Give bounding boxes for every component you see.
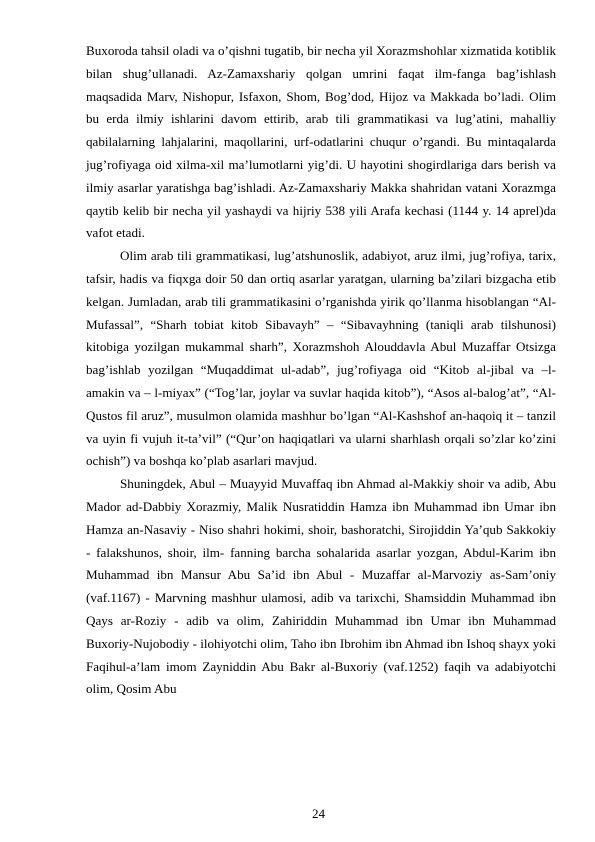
paragraph-2: Olim arab tili grammatikasi, lug’atshunoslik, adabiyot, aruz ilmi, jug’rofiya, tarix, tafsir, hadis va fiqxga doir 50 dan ortiq asarlar yaratgan, ularning ba’zilari bizgacha etib kelgan. Jumladan, arab tili grammatikasini o’rganishda yirik qo’llanma hisoblangan “Al-Mufassal”, “Sharh tobiat kitob Sibavayh” – “Sibavayhning (taniqli arab tilshunosi) kitobiga yozilgan mukammal sharh”, Xorazmshoh Alouddavla Abul Muzaffar Otsizga bag’ishlab yozilgan “Muqaddimat ul-adab”, jug’rofiyaga oid “Kitob al-jibal va –l- amakin va – l-miyax” (“Tog’lar, joylar va suvlar haqida kitob”), “Asos al-balog’at”, “Al- Qustos fil aruz”, musulmon olamida mashhur bo’lgan “Al-Kashshof an-haqoiq it – tanzil va uyin fi vujuh it-ta’vil” (“Qur’on haqiqatlari va ularni sharhlash orqali so’zlar ko’zini ochish”) va boshqa ko’plab asarlari mavjud. <box>86 248 556 469</box>
page-number: 24 <box>311 806 326 821</box>
paragraph-1: Buxoroda tahsil oladi va o’qishni tugatib, bir necha yil Xorazmshohlar xizmatida kotiblik bilan shug’ullanadi. Az-Zamaxshariy qolgan umrini faqat ilm-fanga bag’ishlash maqsadida Marv, Nishopur, Isfaxon, Shom, Bog’dod, Hijoz va Makkada bo’ladi. Olim bu erda ilmiy ishlarini davom ettirib, arab tili grammatikasi va lug’atini, mahalliy qabilalarning lahjalarini, maqollarini, urf-odatlarini chuqur o’rgandi. Bu mintaqalarda jug’rofiyaga oid xilma-xil ma’lumotlarni yig’di. U hayotini shogirdlariga dars berish va ilmiy asarlar yaratishga bag’ishladi. Az-Zamaxshariy Makka shahridan vatani Xorazmga qaytib kelib bir necha yil yashaydi va hijriy 538 yili Arafa kechasi (1144 y. 14 aprel)da vafot etadi. <box>86 43 556 241</box>
paragraph-3: Shuningdek, Abul – Muayyid Muvaffaq ibn Ahmad al-Makkiy shoir va adib, Abu Mador ad-Dabbiy Xorazmiy, Malik Nusratiddin Hamza ibn Muhammad ibn Umar ibn Hamza an-Nasaviy - Niso shahri hokimi, shoir, bashoratchi, Sirojiddin Ya’qub Sakkokiy - falakshunos, shoir, ilm- fanning barcha sohalarida asarlar yozgan, Abdul-Karim ibn Muhammad ibn Mansur Abu Sa’id ibn Abul - Muzaffar al-Marvoziy as-Sam’oniy (vaf.1167) - Marvning mashhur ulamosi, adib va tarixchi, Shamsiddin Muhammad ibn Qays ar-Roziy - adib va olim, Zahiriddin Muhammad ibn Umar ibn Muhammad Buxoriy-Nujobodiy - ilohiyotchi olim, Taho ibn Ibrohim ibn Ahmad ibn Ishoq shayx yoki Faqihul-a’lam imom Zayniddin Abu Bakr al-Buxoriy (vaf.1252) faqih va adabiyotchi olim, Qosim Abu <box>86 476 556 697</box>
body-text <box>86 40 556 701</box>
